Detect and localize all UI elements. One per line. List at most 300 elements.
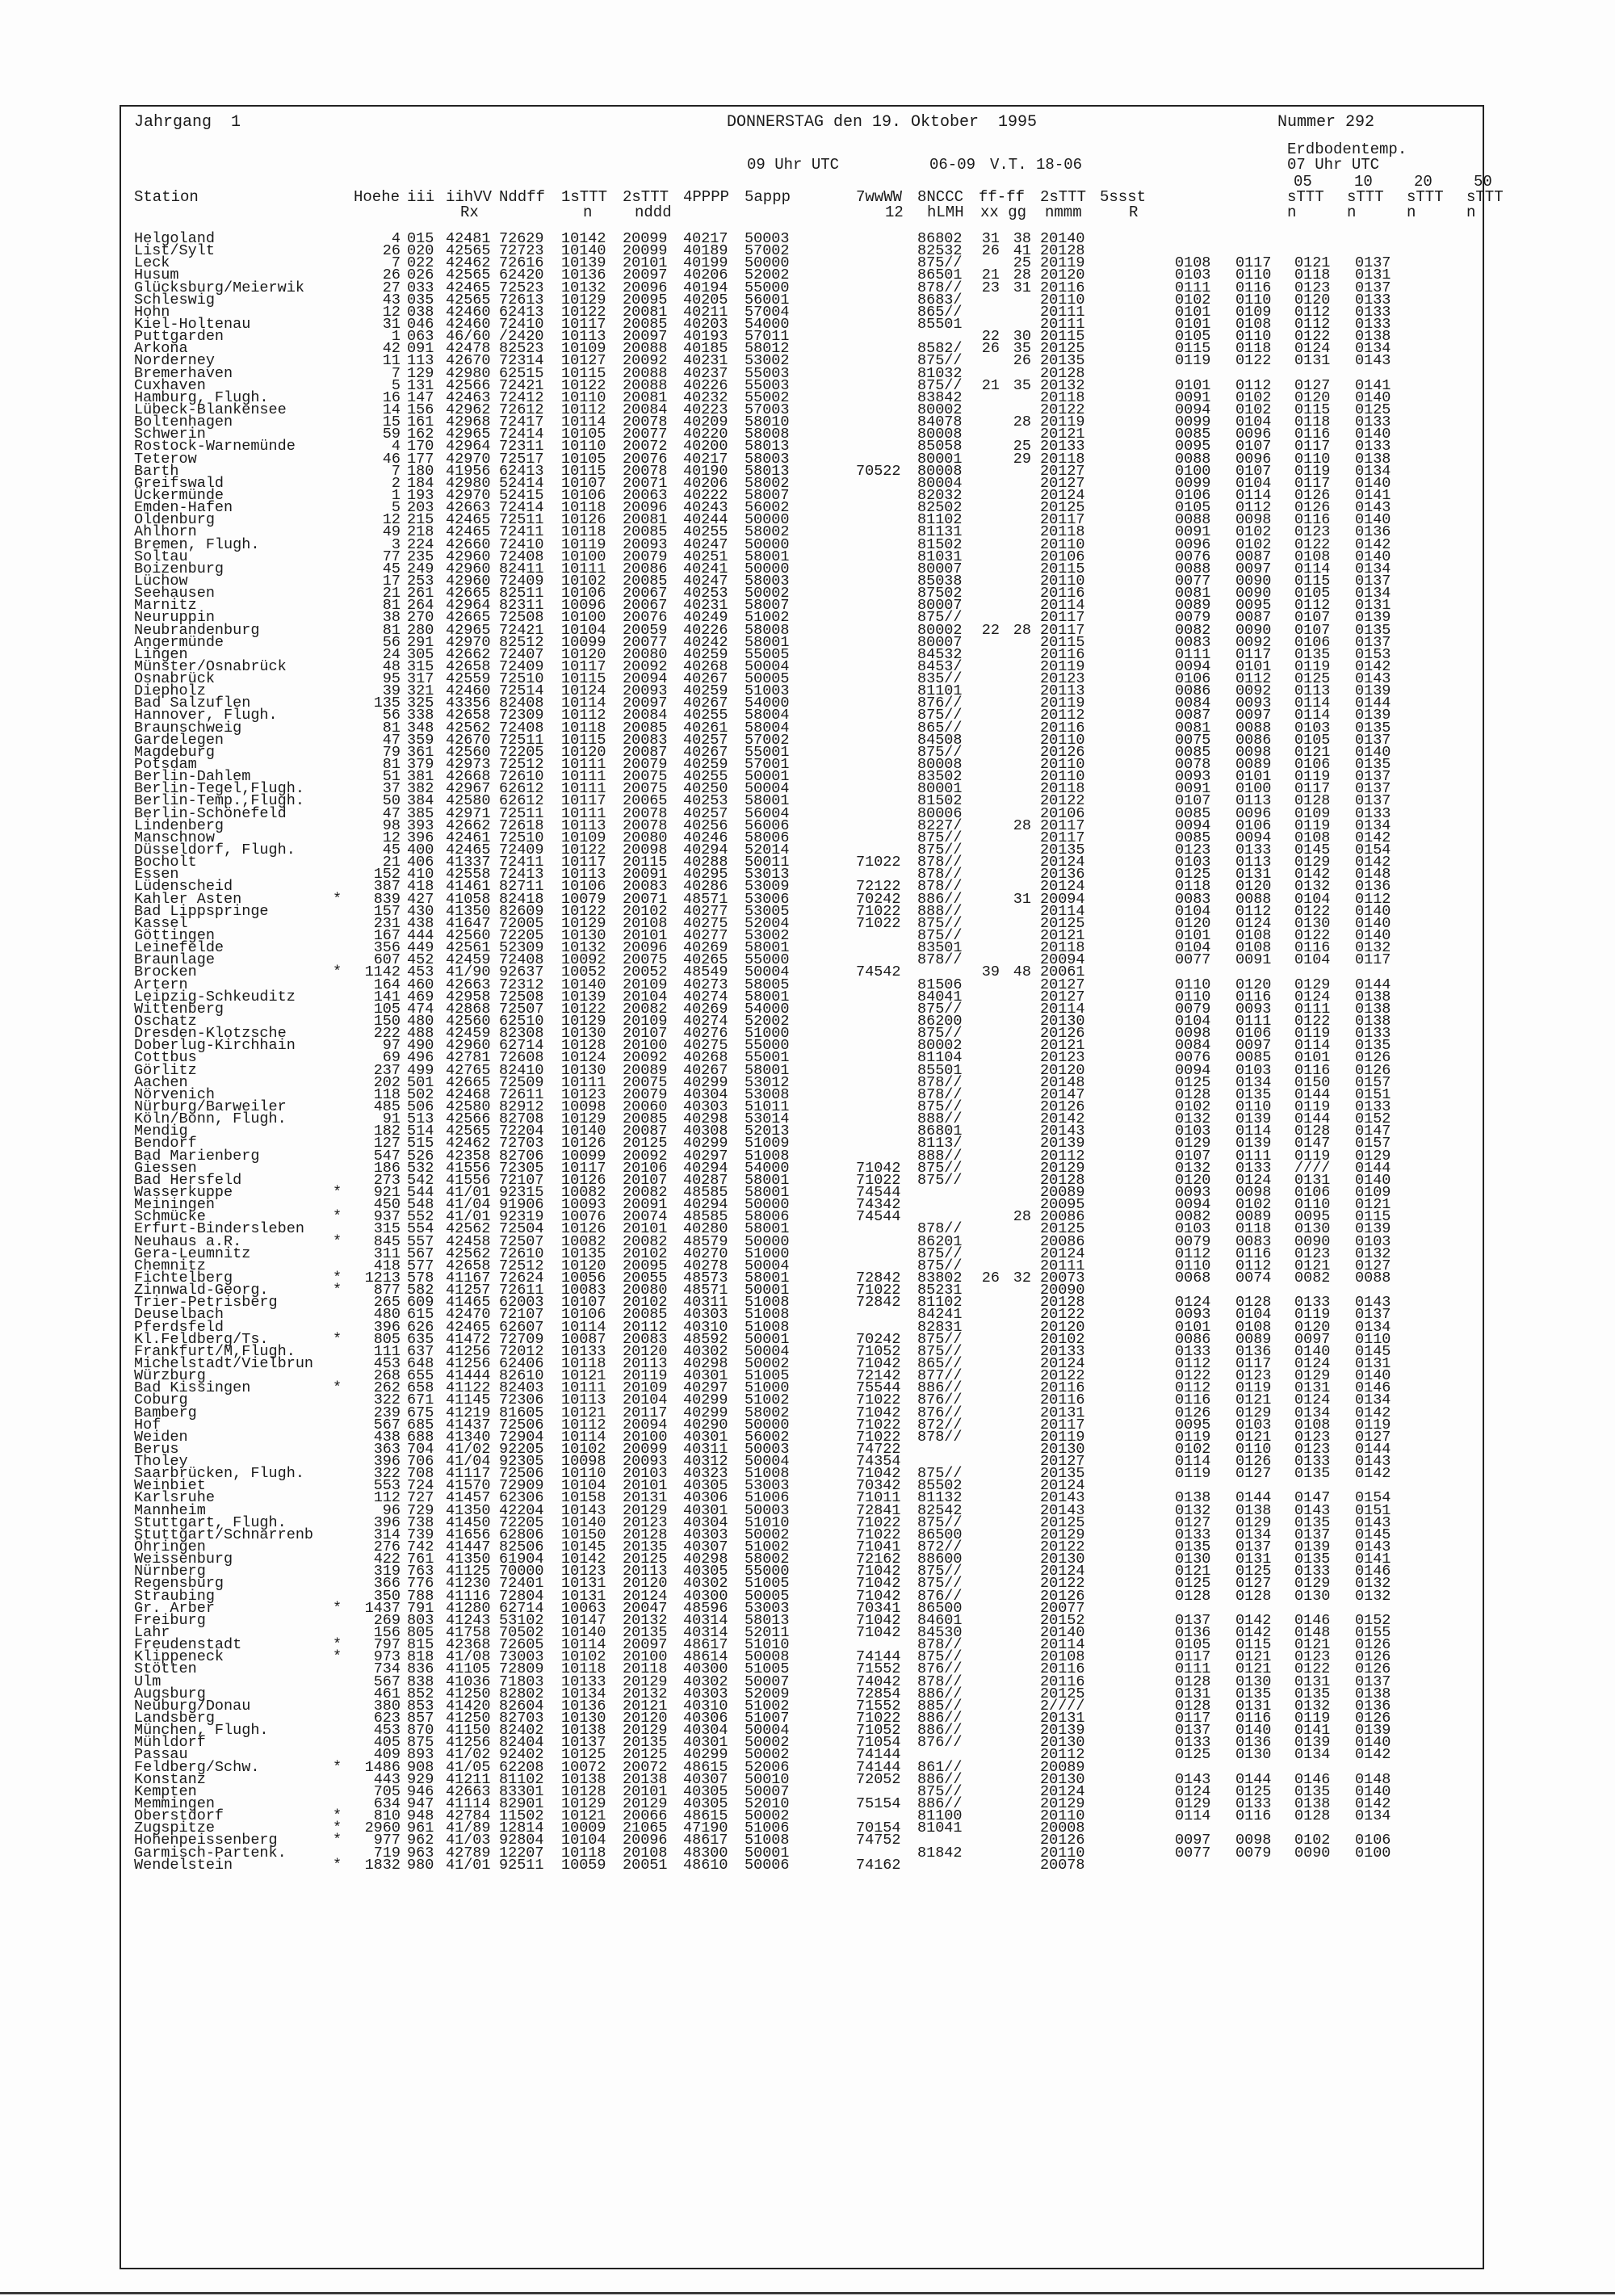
soil-temp-10: 0091 <box>1235 951 1272 969</box>
temp-group-1: 10133 <box>561 1673 606 1690</box>
station-id: 488 <box>407 1025 434 1043</box>
soil-temp-05: 0104 <box>1175 902 1211 920</box>
tendency-group: 58001 <box>745 633 790 651</box>
station-name: Ulm <box>134 1673 162 1690</box>
mountain-station-marker: * <box>333 1636 342 1654</box>
mountain-station-marker: * <box>333 963 342 981</box>
station-height: 26 <box>382 267 401 284</box>
temp-group-1: 10136 <box>561 1697 606 1715</box>
soil-temp-50: 0147 <box>1355 1123 1391 1140</box>
nddff-group: 82511 <box>499 585 544 602</box>
temp-group-2: 20117 <box>623 1404 668 1421</box>
tendency-group: 52002 <box>745 1013 790 1030</box>
cloud-group: 86500 <box>917 1599 963 1617</box>
cloud-group: 8227/ <box>917 816 963 834</box>
vt-temp-group: 20130 <box>1040 1440 1085 1458</box>
weather-group: 71052 <box>856 1342 901 1360</box>
tendency-group: 51000 <box>745 1245 790 1262</box>
station-row <box>134 670 1474 688</box>
tendency-group: 50002 <box>745 1807 790 1825</box>
nddff-group: 62306 <box>499 1489 544 1507</box>
soil-temp-10: 0134 <box>1235 1073 1272 1091</box>
cloud-group: 83502 <box>917 768 963 786</box>
soil-temp-05: 0119 <box>1175 1428 1211 1446</box>
tendency-group: 50005 <box>745 1587 790 1605</box>
vt-temp-group: 20120 <box>1040 267 1085 284</box>
weather-group: 72142 <box>856 1367 901 1385</box>
cloud-group: 84601 <box>917 1611 963 1629</box>
station-row <box>134 1611 1474 1629</box>
station-height: 45 <box>382 842 401 859</box>
station-row <box>134 842 1474 859</box>
cloud-group: 875// <box>917 1648 963 1666</box>
pressure-group: 40217 <box>683 450 728 468</box>
station-name: Bendorf <box>134 1135 197 1152</box>
pressure-group: 40299 <box>683 1073 728 1091</box>
soil-temp-20: 0101 <box>1294 1049 1331 1067</box>
cloud-group: 876// <box>917 1734 963 1752</box>
iihvv-group: 42558 <box>446 866 491 884</box>
station-row <box>134 328 1474 346</box>
temp-group-1: 10114 <box>561 1428 606 1446</box>
temp-group-1: 10083 <box>561 1282 606 1299</box>
station-name: Braunschweig <box>134 719 242 737</box>
nddff-group: 72409 <box>499 657 544 675</box>
cloud-group: 8683/ <box>917 291 963 309</box>
station-height: 4 <box>391 438 401 455</box>
soil-temp-20: 0112 <box>1294 315 1331 333</box>
temp-group-2: 20083 <box>623 731 668 749</box>
tendency-group: 51008 <box>745 1294 790 1312</box>
soil-temp-10: 0102 <box>1235 401 1272 418</box>
nddff-group: 82901 <box>499 1795 544 1812</box>
vt-temp-group: 20133 <box>1040 438 1085 455</box>
cloud-group: 86802 <box>917 230 963 247</box>
nddff-group: 82912 <box>499 1098 544 1115</box>
soil-temp-05: 0094 <box>1175 401 1211 418</box>
soil-temp-10: 0125 <box>1235 1563 1272 1580</box>
station-id: 453 <box>407 963 434 981</box>
temp-group-1: 10056 <box>561 1269 606 1287</box>
soil-temp-20: 0115 <box>1294 572 1331 590</box>
station-height: 31 <box>382 315 401 333</box>
station-name: Mühldorf <box>134 1734 206 1752</box>
station-name: Wendelstein <box>134 1856 233 1874</box>
station-name: Hannover, Flugh. <box>134 707 278 724</box>
soil-temp-05: 0138 <box>1175 1489 1211 1507</box>
tendency-group: 50001 <box>745 1844 790 1862</box>
vt-temp-group: 20086 <box>1040 1232 1085 1250</box>
iihvv-group: 42665 <box>446 585 491 602</box>
station-height: 607 <box>373 951 401 969</box>
station-id: 853 <box>407 1697 434 1715</box>
soil-temp-10: 0114 <box>1235 486 1272 504</box>
soil-temp-10: 0127 <box>1235 1575 1272 1593</box>
gust-xx: 31 <box>981 230 1000 247</box>
pressure-group: 40305 <box>683 1795 728 1812</box>
pressure-group: 40305 <box>683 1477 728 1495</box>
temp-group-1: 10142 <box>561 230 606 247</box>
soil-temp-05: 0085 <box>1175 804 1211 822</box>
nddff-group: 11502 <box>499 1807 544 1825</box>
temp-group-2: 20113 <box>623 1563 668 1580</box>
station-row <box>134 682 1474 700</box>
station-row <box>134 1049 1474 1067</box>
tendency-group: 58008 <box>745 426 790 443</box>
nddff-group: 72012 <box>499 1342 544 1360</box>
temp-group-1: 10087 <box>561 1330 606 1348</box>
temp-group-2: 20091 <box>623 1196 668 1214</box>
station-id: 022 <box>407 254 434 272</box>
tendency-group: 58004 <box>745 707 790 724</box>
station-name: Coburg <box>134 1391 188 1409</box>
temp-group-1: 10122 <box>561 1000 606 1018</box>
temp-group-2: 20093 <box>623 1453 668 1471</box>
soil-temp-10: 0133 <box>1235 1159 1272 1177</box>
temp-group-2: 20100 <box>623 1428 668 1446</box>
tendency-group: 55001 <box>745 1049 790 1067</box>
station-name: Hamburg, Flugh. <box>134 388 269 406</box>
tendency-group: 54000 <box>745 1000 790 1018</box>
soil-temp-20: 0119 <box>1294 657 1331 675</box>
soil-temp-10: 0120 <box>1235 878 1272 896</box>
cloud-group: 876// <box>917 1660 963 1678</box>
station-row <box>134 633 1474 651</box>
soil-temp-10: 0121 <box>1235 1660 1272 1678</box>
temp-group-1: 10100 <box>561 548 606 565</box>
station-height: 363 <box>373 1440 401 1458</box>
station-height: 15 <box>382 413 401 431</box>
soil-temp-20: 0123 <box>1294 1440 1331 1458</box>
nddff-group: 72611 <box>499 1085 544 1103</box>
soil-temp-50: 0134 <box>1355 816 1391 834</box>
station-height: 16 <box>382 388 401 406</box>
iihvv-group: 46/60 <box>446 328 491 346</box>
iihvv-group: 41350 <box>446 1501 491 1519</box>
cloud-group: 875// <box>917 352 963 370</box>
station-height: 623 <box>373 1710 401 1727</box>
temp-group-1: 10114 <box>561 413 606 431</box>
station-height: 81 <box>382 597 401 615</box>
temp-group-2: 20131 <box>623 1489 668 1507</box>
tendency-group: 53006 <box>745 890 790 908</box>
station-height: 112 <box>373 1489 401 1507</box>
temp-group-2: 20078 <box>623 804 668 822</box>
iihvv-group: 41230 <box>446 1575 491 1593</box>
temp-group-2: 20100 <box>623 1648 668 1666</box>
cloud-group: 85231 <box>917 1282 963 1299</box>
soil-temp-10: 0118 <box>1235 1220 1272 1238</box>
station-name: Landsberg <box>134 1710 215 1727</box>
soil-temp-50: 0117 <box>1355 951 1391 969</box>
temp-group-2: 20092 <box>623 657 668 675</box>
station-id: 929 <box>407 1770 434 1788</box>
station-id: 161 <box>407 413 434 431</box>
station-row <box>134 866 1474 884</box>
soil-temp-20: 0146 <box>1294 1611 1331 1629</box>
soil-temp-05: 0120 <box>1175 914 1211 932</box>
station-name: Göttingen <box>134 927 215 945</box>
tendency-group: 50001 <box>745 1330 790 1348</box>
station-id: 264 <box>407 597 434 615</box>
gust-xx: 21 <box>981 267 1000 284</box>
pressure-group: 40267 <box>683 1061 728 1079</box>
vt-temp-group: 20124 <box>1040 1477 1085 1495</box>
soil-temp-05: 0095 <box>1175 1416 1211 1433</box>
cloud-group: 81102 <box>917 511 963 529</box>
soil-temp-20: 0141 <box>1294 1722 1331 1740</box>
temp-group-2: 20052 <box>623 963 668 981</box>
station-height: 77 <box>382 548 401 565</box>
station-name: Bremen, Flugh. <box>134 535 260 553</box>
cloud-group: 875// <box>917 1782 963 1800</box>
cloud-group: 875// <box>917 254 963 272</box>
soil-temp-10: 0098 <box>1235 743 1272 761</box>
temp-group-2: 20094 <box>623 670 668 688</box>
col-n-05: n <box>1287 204 1297 221</box>
temp-group-2: 20115 <box>623 854 668 871</box>
iihvv-group: 41257 <box>446 1282 491 1299</box>
nddff-group: 62003 <box>499 1294 544 1312</box>
temp-group-1: 10104 <box>561 1832 606 1849</box>
soil-temp-05: 0094 <box>1175 1196 1211 1214</box>
temp-group-2: 20129 <box>623 1795 668 1812</box>
iihvv-group: 41256 <box>446 1342 491 1360</box>
station-id: 180 <box>407 462 434 480</box>
station-id: 513 <box>407 1110 434 1128</box>
vt-temp-group: 20127 <box>1040 474 1085 492</box>
vt-temp-group: 20131 <box>1040 1404 1085 1421</box>
tendency-group: 58001 <box>745 1171 790 1189</box>
iihvv-group: 41/03 <box>446 1832 491 1849</box>
station-row <box>134 1489 1474 1507</box>
station-height: 150 <box>373 1013 401 1030</box>
temp-group-1: 10099 <box>561 1147 606 1165</box>
nddff-group: 82802 <box>499 1685 544 1702</box>
nddff-group: 82408 <box>499 695 544 712</box>
vt-temp-group: 20126 <box>1040 1098 1085 1115</box>
station-id: 791 <box>407 1599 434 1617</box>
iihvv-group: 42665 <box>446 609 491 627</box>
soil-temp-20: 0123 <box>1294 1428 1331 1446</box>
station-height: 51 <box>382 768 401 786</box>
station-row <box>134 1526 1474 1543</box>
iihvv-group: 42459 <box>446 1025 491 1043</box>
cloud-group: 875// <box>917 609 963 627</box>
tendency-group: 58007 <box>745 597 790 615</box>
station-name: Stuttgart/Schnarrenb <box>134 1526 314 1543</box>
station-row <box>134 1245 1474 1262</box>
nddff-group: 72709 <box>499 1330 544 1348</box>
tendency-group: 56004 <box>745 804 790 822</box>
tendency-group: 58001 <box>745 1061 790 1079</box>
pressure-group: 40199 <box>683 254 728 272</box>
soil-temp-10: 0106 <box>1235 816 1272 834</box>
station-row <box>134 1379 1474 1397</box>
tendency-group: 51002 <box>745 1391 790 1409</box>
station-height: 315 <box>373 1220 401 1238</box>
cloud-group: 86801 <box>917 1123 963 1140</box>
station-row <box>134 854 1474 871</box>
pressure-group: 40299 <box>683 1746 728 1764</box>
tendency-group: 52004 <box>745 914 790 932</box>
nddff-group: 42204 <box>499 1501 544 1519</box>
pressure-group: 40290 <box>683 1416 728 1433</box>
station-height: 443 <box>373 1770 401 1788</box>
pressure-group: 40294 <box>683 1196 728 1214</box>
vt-temp-group: 20122 <box>1040 1367 1085 1385</box>
cloud-group: 87502 <box>917 585 963 602</box>
weather-group: 71552 <box>856 1697 901 1715</box>
pressure-group: 40243 <box>683 499 728 517</box>
station-name: Norderney <box>134 352 215 370</box>
station-id: 359 <box>407 731 434 749</box>
soil-temp-05: 0093 <box>1175 768 1211 786</box>
soil-temp-20: 0148 <box>1294 1624 1331 1642</box>
temp-group-2: 20135 <box>623 1624 668 1642</box>
soil-temp-20: 0103 <box>1294 719 1331 737</box>
soil-temp-20: 0139 <box>1294 1734 1331 1752</box>
gust-xx: 26 <box>981 1269 1000 1287</box>
soil-temp-20: 0112 <box>1294 597 1331 615</box>
vt-temp-group: 20122 <box>1040 401 1085 418</box>
station-name: Münster/Osnabrück <box>134 657 287 675</box>
soil-temp-50: 0132 <box>1355 939 1391 957</box>
soil-temp-05: 0111 <box>1175 279 1211 296</box>
station-name: Hohn <box>134 303 170 321</box>
station-name: Wittenberg <box>134 1000 224 1018</box>
nddff-group: 72511 <box>499 511 544 529</box>
station-name: Ückermünde <box>134 486 224 504</box>
pressure-group: 40205 <box>683 291 728 309</box>
station-height: 2 <box>391 474 401 492</box>
station-name: Osnabrück <box>134 670 215 688</box>
pressure-group: 40257 <box>683 731 728 749</box>
temp-group-2: 20119 <box>623 1367 668 1385</box>
soil-temp-20: 0135 <box>1294 1513 1331 1531</box>
cloud-group: 8453/ <box>917 657 963 675</box>
station-height: 839 <box>373 890 401 908</box>
nddff-group: 72723 <box>499 242 544 260</box>
station-name: Köln/Bonn, Flugh. <box>134 1110 287 1128</box>
soil-temp-10: 0123 <box>1235 1367 1272 1385</box>
temp-group-1: 10132 <box>561 939 606 957</box>
tendency-group: 58003 <box>745 450 790 468</box>
soil-temp-20: 0129 <box>1294 1367 1331 1385</box>
station-row <box>134 1085 1474 1103</box>
vt-temp-group: 20129 <box>1040 1526 1085 1543</box>
station-row <box>134 242 1474 260</box>
station-name: Bad Hersfeld <box>134 1171 242 1189</box>
pressure-group: 40303 <box>683 1526 728 1543</box>
pressure-group: 40231 <box>683 597 728 615</box>
iihvv-group: 42973 <box>446 756 491 774</box>
tendency-group: 50001 <box>745 768 790 786</box>
temp-group-2: 20109 <box>623 1379 668 1397</box>
soil-temp-50: 0135 <box>1355 1037 1391 1055</box>
station-name: Neuruppin <box>134 609 215 627</box>
tendency-group: 50002 <box>745 1526 790 1543</box>
soil-temp-50: 0140 <box>1355 1367 1391 1385</box>
iihvv-group: 41243 <box>446 1611 491 1629</box>
temp-group-2: 20097 <box>623 695 668 712</box>
cloud-group: 86201 <box>917 1232 963 1250</box>
station-height: 49 <box>382 523 401 541</box>
tendency-group: 53002 <box>745 352 790 370</box>
station-id: 836 <box>407 1660 434 1678</box>
temp-group-1: 10093 <box>561 1196 606 1214</box>
station-id: 046 <box>407 315 434 333</box>
nddff-group: 62714 <box>499 1599 544 1617</box>
station-id: 291 <box>407 633 434 651</box>
nddff-group: 82523 <box>499 340 544 358</box>
depth-05: 05 <box>1294 173 1312 191</box>
station-id: 648 <box>407 1354 434 1372</box>
iihvv-group: 42663 <box>446 976 491 993</box>
station-row <box>134 1428 1474 1446</box>
temp-group-2: 20076 <box>623 609 668 627</box>
vt-temp-group: 20126 <box>1040 1025 1085 1043</box>
soil-temp-05: 0105 <box>1175 1636 1211 1654</box>
station-id: 452 <box>407 951 434 969</box>
iihvv-group: 41337 <box>446 854 491 871</box>
temp-group-1: 10121 <box>561 1807 606 1825</box>
soil-temp-50: 0126 <box>1355 1710 1391 1727</box>
pressure-group: 40280 <box>683 1220 728 1238</box>
tendency-group: 51003 <box>745 682 790 700</box>
soil-temp-10: 0116 <box>1235 1710 1272 1727</box>
vt-temp-group: 20127 <box>1040 1453 1085 1471</box>
soil-temp-05: 0101 <box>1175 303 1211 321</box>
iihvv-group: 41150 <box>446 1722 491 1740</box>
soil-temp-10: 0112 <box>1235 902 1272 920</box>
station-id: 496 <box>407 1049 434 1067</box>
station-id: 396 <box>407 829 434 846</box>
soil-temp-50: 0144 <box>1355 1159 1391 1177</box>
cloud-group: 875// <box>917 1575 963 1593</box>
iihvv-group: 42960 <box>446 548 491 565</box>
vt-temp-group: 20117 <box>1040 609 1085 627</box>
tendency-group: 51008 <box>745 1465 790 1483</box>
tendency-group: 58001 <box>745 1220 790 1238</box>
soil-temp-50: 0145 <box>1355 1526 1391 1543</box>
soil-temp-05: 0114 <box>1175 1453 1211 1471</box>
nddff-group: 72409 <box>499 842 544 859</box>
soil-temp-10: 0142 <box>1235 1624 1272 1642</box>
soil-temp-05: 0075 <box>1175 731 1211 749</box>
soil-temp-50: 0140 <box>1355 1782 1391 1800</box>
soil-temp-20: 0124 <box>1294 988 1331 1005</box>
iihvv-group: 41556 <box>446 1159 491 1177</box>
soil-temp-05: 0076 <box>1175 1049 1211 1067</box>
station-row <box>134 597 1474 615</box>
pressure-group: 40200 <box>683 438 728 455</box>
nddff-group: 52309 <box>499 939 544 957</box>
cloud-group: 875// <box>917 842 963 859</box>
station-name: Hof <box>134 1416 162 1433</box>
gust-xx: 22 <box>981 328 1000 346</box>
depth-20: 20 <box>1414 173 1433 191</box>
temp-group-2: 20101 <box>623 1477 668 1495</box>
cloud-group: 81031 <box>917 548 963 565</box>
temp-group-1: 10150 <box>561 1526 606 1543</box>
soil-temp-50: 0134 <box>1355 462 1391 480</box>
temp-group-2: 20092 <box>623 352 668 370</box>
cloud-group: 80008 <box>917 756 963 774</box>
station-row <box>134 768 1474 786</box>
station-height: 845 <box>373 1232 401 1250</box>
soil-temp-10: 0104 <box>1235 474 1272 492</box>
